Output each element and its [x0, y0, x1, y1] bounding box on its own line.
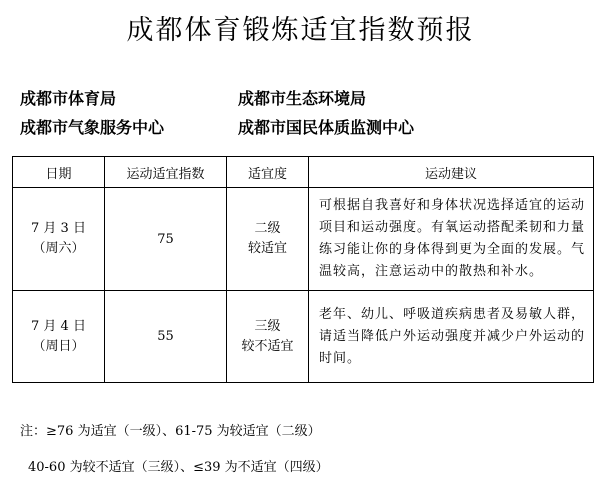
agency-ecology-bureau: 成都市生态环境局 [238, 89, 367, 108]
header-advice: 运动建议 [309, 157, 594, 188]
date: 7 月 4 日 [31, 318, 86, 334]
advice-text: 老年、幼儿、呼吸道疾病患者及易敏人群，请适当降低户外运动强度并减少户外运动的时间。 [309, 291, 594, 383]
date: 7 月 3 日 [31, 221, 86, 236]
index-value: 75 [105, 188, 227, 291]
weekday: （周日） [32, 338, 85, 354]
advice-text: 可根据自我喜好和身体状况选择适宜的运动项目和运动强度。有氧运动搭配柔韧和力量练习能让你的身体得到更为全面的发展。气温较高，注意运动中的散热和补水。 [309, 188, 594, 291]
legend-note-line-2: 40-60 为较不适宜（三级）、≤39 为不适宜（四级） [28, 460, 329, 475]
index-value: 55 [105, 291, 227, 383]
legend-note-line-1: 注：≥76 为适宜（一级）、61-75 为较适宜（二级） [20, 424, 321, 439]
header-suitability: 适宜度 [227, 157, 309, 188]
suitability-cell [227, 291, 309, 383]
header-date: 日期 [13, 157, 105, 188]
table-row [13, 291, 594, 383]
page-title: 成都体育锻炼适宜指数预报 [126, 15, 475, 46]
date-cell [13, 291, 105, 383]
header-index: 运动适宜指数 [105, 157, 227, 188]
date-cell [13, 188, 105, 291]
suitability: 较适宜 [247, 241, 287, 256]
forecast-table [12, 156, 594, 383]
suitability: 较不适宜 [241, 338, 294, 354]
agency-sports-bureau: 成都市体育局 [20, 89, 117, 108]
level: 二级 [254, 221, 281, 236]
agency-meteorological-center: 成都市气象服务中心 [20, 118, 165, 137]
table-header-row [13, 157, 594, 188]
suitability-cell [227, 188, 309, 291]
agency-fitness-monitoring-center: 成都市国民体质监测中心 [238, 118, 415, 137]
weekday: （周六） [32, 241, 85, 256]
level: 三级 [254, 318, 281, 334]
table-row [13, 188, 594, 291]
